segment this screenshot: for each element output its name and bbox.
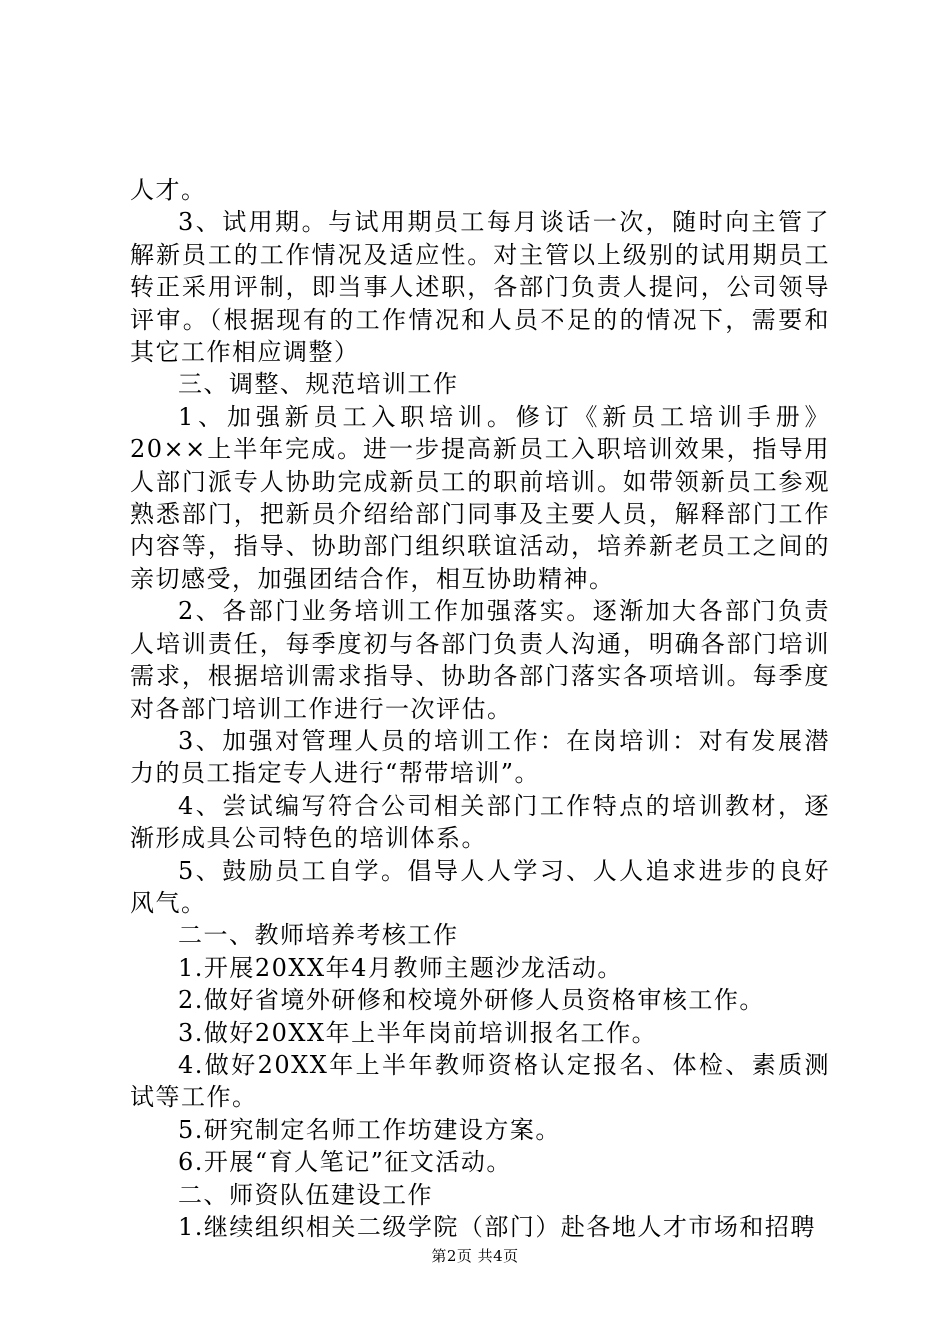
list-item: 1.继续组织相关二级学院（部门）赴各地人才市场和招聘	[178, 1213, 816, 1241]
paragraph: 5、鼓励员工自学。倡导人人学习、人人追求进步的良好风气。	[130, 856, 830, 917]
list-item: 2.做好省境外研修和校境外研修人员资格审核工作。	[178, 986, 765, 1015]
document-body	[130, 174, 830, 1243]
page-number-footer: 第2页 共4页	[431, 1247, 519, 1265]
list-item: 5.研究制定名师工作坊建设方案。	[178, 1115, 561, 1144]
list-item: 1.开展20XX年4月教师主题沙龙活动。	[178, 953, 623, 982]
list-item: 4.做好20XX年上半年教师资格认定报名、体检、素质测试等工作。	[130, 1050, 830, 1112]
section-heading: 二一、教师培养考核工作	[178, 921, 459, 950]
paragraph: 4、尝试编写符合公司相关部门工作特点的培训教材，逐渐形成具公司特色的培训体系。	[130, 791, 830, 853]
section-heading: 三、调整、规范培训工作	[178, 370, 459, 399]
paragraph: 3、试用期。与试用期员工每月谈话一次，随时向主管了解新员工的工作情况及适应性。对主管以上级别的试用期员工转正采用评制，即当事人述职，各部门负责人提问，公司领导评审。（根据现有的工作情况和人员不足的的情况下，需要和其它工作相应调整）	[130, 208, 830, 367]
list-item: 3.做好20XX年上半年岗前培训报名工作。	[178, 1018, 658, 1047]
paragraph: 2、各部门业务培训工作加强落实。逐渐加大各部门负责人培训责任，每季度初与各部门负责人沟通，明确各部门培训需求，根据培训需求指导、协助各部门落实各项培训。每季度对各部门培训工作进行一次评估。	[130, 597, 830, 723]
section-heading: 二、师资队伍建设工作	[178, 1180, 433, 1209]
list-item: 6.开展“育人笔记”征文活动。	[178, 1148, 512, 1177]
paragraph: 3、加强对管理人员的培训工作：在岗培训：对有发展潜力的员工指定专人进行“帮带培训”。	[130, 726, 830, 788]
paragraph: 1、加强新员工入职培训。修订《新员工培训手册》20××上半年完成。进一步提高新员工入职培训效果，指导用人部门派专人协助完成新员工的职前培训。如带领新员工参观熟悉部门，把新员介绍给部门同事及主要人员，解释部门工作内容等，指导、协助部门组织联谊活动，培养新老员工之间的亲切感受，加强团结合作，相互协助精神。	[130, 402, 830, 593]
paragraph: 人才。	[130, 176, 207, 204]
